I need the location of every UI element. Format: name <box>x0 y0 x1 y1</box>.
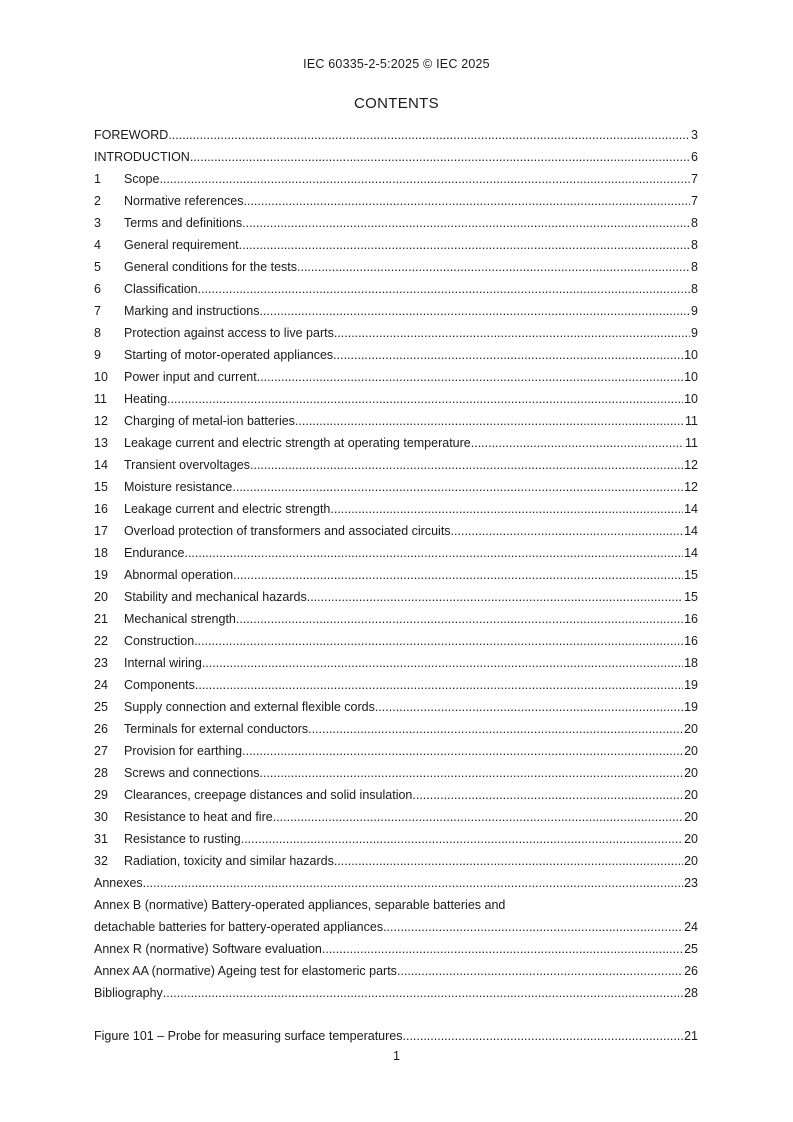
dot-leader <box>403 1025 684 1047</box>
toc-page-number: 11 <box>685 414 698 428</box>
toc-page-number: 16 <box>684 634 698 648</box>
dot-leader <box>143 872 683 894</box>
dot-leader <box>239 234 690 256</box>
toc-page-number: 23 <box>684 876 698 890</box>
toc-entry-clause-31[interactable] <box>94 828 698 850</box>
toc-entry-label: Resistance to rusting <box>124 832 241 846</box>
toc-entry-clause-17[interactable] <box>94 520 698 542</box>
dot-leader <box>163 982 683 1004</box>
toc-clause-number: 29 <box>94 788 108 802</box>
toc-clause-number: 30 <box>94 810 108 824</box>
toc-entry-clause-29[interactable] <box>94 784 698 806</box>
toc-page-number: 20 <box>684 810 698 824</box>
toc-entry-label: Internal wiring <box>124 656 202 670</box>
toc-page-number: 26 <box>684 964 698 978</box>
dot-leader <box>375 696 683 718</box>
dot-leader <box>383 916 683 938</box>
toc-clause-number: 27 <box>94 744 108 758</box>
toc-clause-number: 16 <box>94 502 108 516</box>
toc-clause-number: 20 <box>94 590 108 604</box>
toc-entry-label: Charging of metal-ion batteries <box>124 414 295 428</box>
toc-entry-clause-10[interactable] <box>94 366 698 388</box>
toc-entry-clause-5[interactable] <box>94 256 698 278</box>
toc-page-number: 15 <box>684 590 698 604</box>
toc-page-number: 28 <box>684 986 698 1000</box>
toc-entry-label: Scope <box>124 172 160 186</box>
document-header: IEC 60335-2-5:2025 © IEC 2025 <box>303 57 490 71</box>
toc-page-number: 10 <box>684 392 698 406</box>
dot-leader <box>257 366 683 388</box>
dot-leader <box>471 432 684 454</box>
dot-leader <box>412 784 683 806</box>
toc-entry-label: FOREWORD <box>94 128 169 142</box>
toc-entry-label: Radiation, toxicity and similar hazards <box>124 854 334 868</box>
toc-entry-label: General requirement <box>124 238 239 252</box>
toc-entry-clause-12[interactable] <box>94 410 698 432</box>
toc-entry-annex-b-line2 <box>94 916 698 938</box>
toc-page-number: 9 <box>691 326 698 340</box>
toc-page-number: 3 <box>691 128 698 142</box>
toc-clause-number: 12 <box>94 414 108 428</box>
toc-entry-clause-32[interactable] <box>94 850 698 872</box>
dot-leader <box>198 278 690 300</box>
dot-leader <box>202 652 683 674</box>
toc-entry-label: Endurance <box>124 546 185 560</box>
toc-entry-clause-21[interactable] <box>94 608 698 630</box>
toc-clause-number: 15 <box>94 480 108 494</box>
toc-clause-number: 18 <box>94 546 108 560</box>
dot-leader <box>233 564 683 586</box>
dot-leader <box>236 608 683 630</box>
page-number-footer: 1 <box>393 1049 400 1063</box>
toc-entry-bibliography[interactable] <box>94 982 698 1004</box>
toc-entry-clause-15[interactable] <box>94 476 698 498</box>
toc-entry-label: Leakage current and electric strength <box>124 502 331 516</box>
dot-leader <box>295 410 684 432</box>
toc-page-number: 15 <box>684 568 698 582</box>
toc-clause-number: 2 <box>94 194 101 208</box>
toc-entry-clause-14[interactable] <box>94 454 698 476</box>
toc-clause-number: 28 <box>94 766 108 780</box>
toc-clause-number: 14 <box>94 458 108 472</box>
toc-entry-label: Screws and connections <box>124 766 260 780</box>
toc-clause-number: 32 <box>94 854 108 868</box>
dot-leader <box>330 498 683 520</box>
toc-clause-number: 21 <box>94 612 108 626</box>
dot-leader <box>334 850 683 872</box>
toc-clause-number: 7 <box>94 304 101 318</box>
toc-page-number: 24 <box>684 920 698 934</box>
dot-leader <box>167 388 683 410</box>
toc-clause-number: 25 <box>94 700 108 714</box>
dot-leader <box>334 322 690 344</box>
dot-leader <box>333 344 683 366</box>
toc-entry-label: Leakage current and electric strength at operating temperature <box>124 436 471 450</box>
dot-leader <box>184 542 683 564</box>
toc-clause-number: 3 <box>94 216 101 230</box>
dot-leader <box>260 762 684 784</box>
dot-leader <box>259 300 690 322</box>
toc-page-number: 8 <box>691 260 698 274</box>
toc-entry-label: Classification <box>124 282 198 296</box>
toc-entry-label: Power input and current <box>124 370 257 384</box>
toc-page-number: 6 <box>691 150 698 164</box>
toc-clause-number: 17 <box>94 524 108 538</box>
toc-page-number: 20 <box>684 854 698 868</box>
toc-page-number: 7 <box>691 172 698 186</box>
dot-leader <box>195 674 683 696</box>
dot-leader <box>451 520 684 542</box>
dot-leader <box>241 828 683 850</box>
toc-entry-clause-4[interactable] <box>94 234 698 256</box>
toc-entry-clause-19[interactable] <box>94 564 698 586</box>
dot-leader <box>194 630 683 652</box>
dot-leader <box>307 586 683 608</box>
dot-leader <box>297 256 690 278</box>
toc-page-number: 10 <box>684 348 698 362</box>
toc-entry-label: Bibliography <box>94 986 163 1000</box>
toc-clause-number: 19 <box>94 568 108 582</box>
toc-page-number: 14 <box>684 502 698 516</box>
toc-entry-clause-28[interactable] <box>94 762 698 784</box>
toc-clause-number: 26 <box>94 722 108 736</box>
dot-leader <box>308 718 683 740</box>
toc-entry-clause-22[interactable] <box>94 630 698 652</box>
toc-clause-number: 9 <box>94 348 101 362</box>
toc-entry-label: Stability and mechanical hazards <box>124 590 307 604</box>
toc-page-number: 14 <box>684 524 698 538</box>
toc-entry-clause-23[interactable] <box>94 652 698 674</box>
toc-page-number: 19 <box>684 700 698 714</box>
dot-leader <box>322 938 683 960</box>
toc-entry-label: Protection against access to live parts <box>124 326 334 340</box>
toc-page-number: 21 <box>684 1029 698 1043</box>
dot-leader <box>397 960 683 982</box>
toc-page-number: 10 <box>684 370 698 384</box>
toc-page-number: 12 <box>684 480 698 494</box>
toc-page-number: 11 <box>685 436 698 450</box>
toc-entry-label: Terminals for external conductors <box>124 722 309 736</box>
toc-entry-clause-3[interactable] <box>94 212 698 234</box>
toc-entry-clause-11[interactable] <box>94 388 698 410</box>
toc-clause-number: 13 <box>94 436 108 450</box>
toc-entry-label: Resistance to heat and fire <box>124 810 273 824</box>
toc-page-number: 18 <box>684 656 698 670</box>
toc-entry-clause-6[interactable] <box>94 278 698 300</box>
toc-clause-number: 4 <box>94 238 101 252</box>
toc-page-number: 8 <box>691 238 698 252</box>
toc-entry-clause-25[interactable] <box>94 696 698 718</box>
section-gap <box>94 1004 698 1025</box>
toc-page-number: 12 <box>684 458 698 472</box>
toc-entry-label: Provision for earthing <box>124 744 243 758</box>
toc-entry-label: Terms and definitions <box>124 216 243 230</box>
toc-clause-number: 6 <box>94 282 101 296</box>
toc-entry-label: Starting of motor-operated appliances <box>124 348 334 362</box>
toc-page-number: 7 <box>691 194 698 208</box>
toc-entry-label: Marking and instructions <box>124 304 260 318</box>
toc-clause-number: 24 <box>94 678 108 692</box>
toc-page-number: 20 <box>684 766 698 780</box>
toc-page-number: 8 <box>691 216 698 230</box>
toc-page-number: 19 <box>684 678 698 692</box>
dot-leader <box>190 146 690 168</box>
toc-entry-label: Figure 101 – Probe for measuring surface temperatures <box>94 1029 403 1043</box>
toc-entry-label: Clearances, creepage distances and solid insulation <box>124 788 413 802</box>
page-title: CONTENTS <box>354 95 439 112</box>
toc-page-number: 16 <box>684 612 698 626</box>
toc-clause-number: 11 <box>94 392 107 406</box>
toc-entry-clause-2[interactable] <box>94 190 698 212</box>
toc-entry-clause-16[interactable] <box>94 498 698 520</box>
toc-clause-number: 22 <box>94 634 108 648</box>
toc-entry-clause-1[interactable] <box>94 168 698 190</box>
toc-entry-annex-b[interactable] <box>94 894 698 938</box>
toc-entry-clause-8[interactable] <box>94 322 698 344</box>
toc-entry-label: Heating <box>124 392 168 406</box>
toc-page-number: 8 <box>691 282 698 296</box>
dot-leader <box>159 168 690 190</box>
toc-entry-clause-13[interactable] <box>94 432 698 454</box>
toc-page-number: 14 <box>684 546 698 560</box>
toc-page-number: 9 <box>691 304 698 318</box>
toc-page-number: 20 <box>684 832 698 846</box>
toc-entry-label: Overload protection of transformers and associated circuits <box>124 524 451 538</box>
toc-entry-clause-9[interactable] <box>94 344 698 366</box>
toc-entry-figure-101[interactable] <box>94 1025 698 1047</box>
toc-entry-clause-7[interactable] <box>94 300 698 322</box>
dot-leader <box>168 124 690 146</box>
toc-entry-label: Annex R (normative) Software evaluation <box>94 942 322 956</box>
toc-entry-label-line2: detachable batteries for battery-operated appliances <box>94 920 384 934</box>
clause-list <box>94 168 698 872</box>
toc-entry-clause-26[interactable] <box>94 718 698 740</box>
toc-entry-clause-20[interactable] <box>94 586 698 608</box>
toc-page-number: 20 <box>684 722 698 736</box>
toc-page-number: 20 <box>684 788 698 802</box>
toc-entry-label: Construction <box>124 634 195 648</box>
toc-entry-annexes[interactable] <box>94 872 698 894</box>
table-of-contents <box>94 124 698 1047</box>
dot-leader <box>244 190 691 212</box>
toc-clause-number: 8 <box>94 326 101 340</box>
toc-clause-number: 5 <box>94 260 101 274</box>
toc-entry-label: INTRODUCTION <box>94 150 190 164</box>
toc-entry-label: Transient overvoltages <box>124 458 250 472</box>
dot-leader <box>273 806 683 828</box>
toc-entry-clause-27[interactable] <box>94 740 698 762</box>
toc-entry-label: Supply connection and external flexible cords <box>124 700 375 714</box>
toc-entry-clause-24[interactable] <box>94 674 698 696</box>
toc-entry-label: General conditions for the tests <box>124 260 298 274</box>
toc-entry-introduction[interactable] <box>94 146 698 168</box>
toc-clause-number: 23 <box>94 656 108 670</box>
dot-leader <box>242 212 690 234</box>
dot-leader <box>242 740 683 762</box>
toc-entry-label: Abnormal operation <box>124 568 234 582</box>
toc-entry-annex-aa[interactable] <box>94 960 698 982</box>
toc-entry-foreword[interactable] <box>94 124 698 146</box>
toc-entry-label: Moisture resistance <box>124 480 233 494</box>
toc-clause-number: 1 <box>94 172 101 186</box>
toc-entry-label: Mechanical strength <box>124 612 236 626</box>
dot-leader <box>232 476 683 498</box>
toc-entry-clause-30[interactable] <box>94 806 698 828</box>
toc-entry-label-line1: Annex B (normative) Battery-operated appliances, separable batteries and <box>94 898 506 912</box>
toc-page-number: 20 <box>684 744 698 758</box>
toc-page-number: 25 <box>684 942 698 956</box>
dot-leader <box>250 454 683 476</box>
toc-entry-label: Annexes <box>94 876 143 890</box>
toc-entry-label: Normative references <box>124 194 244 208</box>
toc-entry-annex-r[interactable] <box>94 938 698 960</box>
toc-entry-label: Components <box>124 678 195 692</box>
toc-entry-label: Annex AA (normative) Ageing test for elastomeric parts <box>94 964 397 978</box>
toc-clause-number: 31 <box>94 832 108 846</box>
toc-entry-clause-18[interactable] <box>94 542 698 564</box>
toc-clause-number: 10 <box>94 370 108 384</box>
